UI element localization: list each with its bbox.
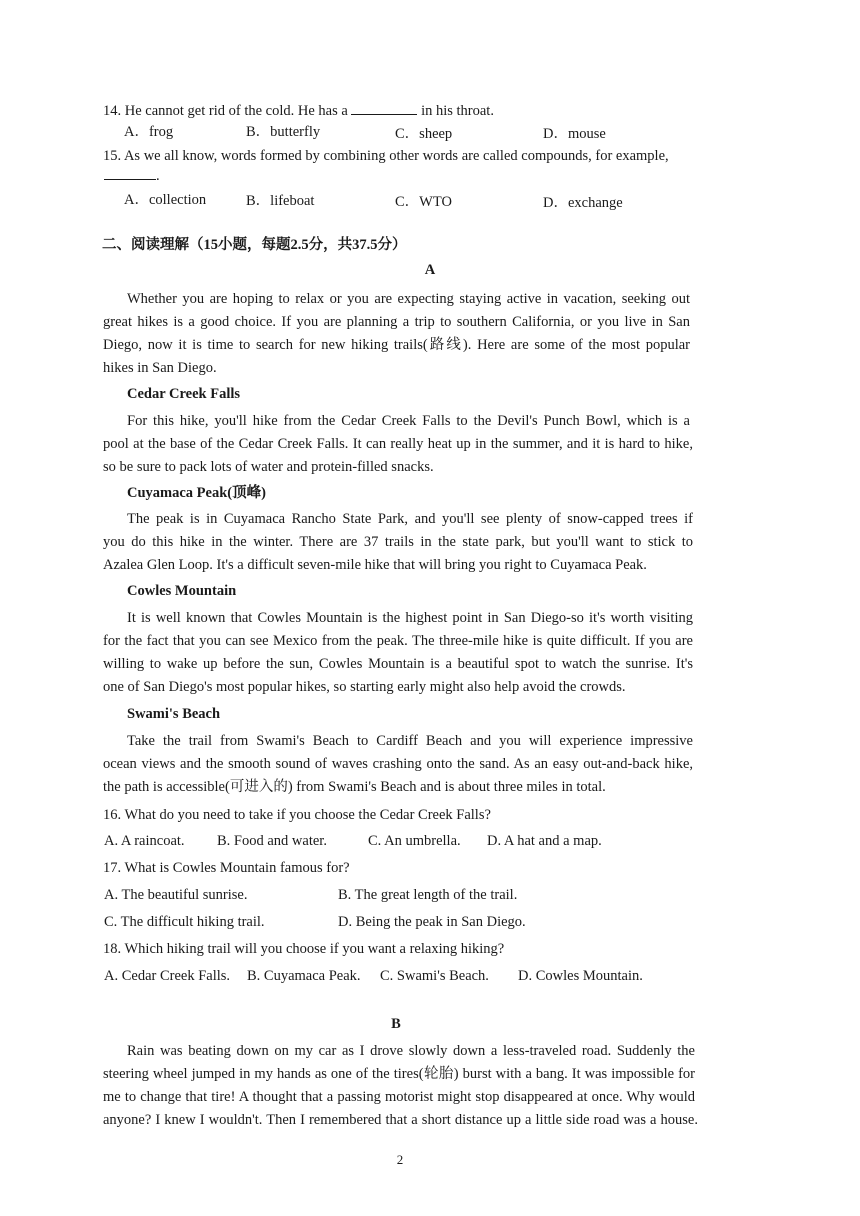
paragraph-line: Azalea Glen Loop. It's a difficult seven-mile hike that will bring you right to Cuyamaca Peak. <box>103 557 647 573</box>
option-d: D. Cowles Mountain. <box>518 968 643 984</box>
subsection-title: Swami's Beach <box>127 706 221 722</box>
option-a: A. The beautiful sunrise. <box>104 887 248 903</box>
paragraph-line: me to change that tire! A thought that a passing motorist might stop disappeared at once. Why would <box>103 1089 695 1105</box>
question-14 <box>103 100 494 121</box>
option-b: B．lifeboat <box>246 193 315 209</box>
question-15-blank-line <box>104 165 160 186</box>
passage-label: B <box>391 1016 401 1032</box>
question-16: 16. What do you need to take if you choose the Cedar Creek Falls? <box>103 807 491 823</box>
subsection-title: Cedar Creek Falls <box>127 386 241 402</box>
option-b: B．butterfly <box>246 124 321 140</box>
option-a: A．collection <box>124 192 207 208</box>
paragraph-line: steering wheel jumped in my hands as one of the tires(轮胎) burst with a bang. It was impossible for <box>103 1066 695 1082</box>
question-stem: He cannot get rid of the cold. He has a <box>124 103 348 119</box>
subsection-title: Cuyamaca Peak(顶峰) <box>127 485 266 501</box>
option-a: A. A raincoat. <box>104 833 185 849</box>
paragraph-line: anyone? I knew I wouldn't. Then I remembered that a short distance up a little side road was a house. <box>103 1112 698 1128</box>
paragraph-line: you do this hike in the winter. There are 37 trails in the state park, but you'll want to stick to <box>103 534 693 550</box>
option-b: B. Food and water. <box>217 833 327 849</box>
question-15 <box>103 146 669 166</box>
question-stem-tail: in his throat. <box>421 103 494 119</box>
passage-label: A <box>424 262 436 278</box>
paragraph-line: Rain was beating down on my car as I drove slowly down a less-traveled road. Suddenly the <box>127 1043 695 1059</box>
option-c: C．WTO <box>395 194 452 210</box>
paragraph-line: Take the trail from Swami's Beach to Cardiff Beach and you will experience impressive <box>127 733 693 749</box>
option-d: D．exchange <box>543 195 623 211</box>
option-b: B. The great length of the trail. <box>338 887 518 903</box>
question-stem-tail: . <box>156 168 160 184</box>
paragraph-line: for the fact that you can see Mexico from the peak. The three-mile hike is quite difficult. If you are <box>103 633 693 649</box>
paragraph-line: hikes in San Diego. <box>103 360 217 376</box>
question-number: 15. <box>103 148 122 164</box>
question-stem: As we all know, words formed by combining other words are called compounds, for example, <box>123 148 669 164</box>
paragraph-line: great hikes is a good choice. If you are planning a trip to southern California, or you live in San <box>103 314 690 330</box>
question-number: 14. <box>103 103 122 119</box>
option-d: D. A hat and a map. <box>487 833 602 849</box>
paragraph-line: It is well known that Cowles Mountain is the highest point in San Diego-so it's worth visiting <box>127 610 693 626</box>
paragraph-line: willing to wake up before the sun, Cowles Mountain is a beautiful spot to watch the sunrise. It's <box>103 656 693 672</box>
paragraph-line: Whether you are hoping to relax or you are expecting staying active in vacation, seeking out <box>127 291 690 307</box>
question-18: 18. Which hiking trail will you choose if you want a relaxing hiking? <box>103 941 505 957</box>
paragraph-line: ocean views and the smooth sound of waves crashing onto the sand. As an easy out-and-back hike, <box>103 756 693 772</box>
option-a: A．frog <box>124 124 174 140</box>
option-d: D. Being the peak in San Diego. <box>338 914 526 930</box>
paragraph-line: the path is accessible(可进入的) from Swami's Beach and is about three miles in total. <box>103 779 606 795</box>
paragraph-line: pool at the base of the Cedar Creek Falls. It can really heat up in the summer, and it is hard to hike, <box>103 436 693 452</box>
paragraph-line: Diego, now it is time to search for new hiking trails(路线). Here are some of the most popular <box>103 337 690 353</box>
answer-blank <box>104 165 156 180</box>
paragraph-line: one of San Diego's most popular hikes, so starting early might also help avoid the crowds. <box>103 679 626 695</box>
option-b: B. Cuyamaca Peak. <box>247 968 361 984</box>
option-d: D．mouse <box>543 126 606 142</box>
subsection-title: Cowles Mountain <box>127 583 237 599</box>
option-a: A. Cedar Creek Falls. <box>104 968 231 984</box>
section-heading: 二、阅读理解（15小题，每题2.5分，共37.5分） <box>102 237 407 253</box>
option-c: C. The difficult hiking trail. <box>104 914 265 930</box>
question-17: 17. What is Cowles Mountain famous for? <box>103 860 350 876</box>
answer-blank <box>351 100 417 115</box>
paragraph-line: For this hike, you'll hike from the Cedar Creek Falls to the Devil's Punch Bowl, which is a <box>127 413 690 429</box>
paragraph-line: The peak is in Cuyamaca Rancho State Park, and you'll see plenty of snow-capped trees if <box>127 511 693 527</box>
page-number: 2 <box>396 1152 404 1167</box>
option-c: C．sheep <box>395 126 453 142</box>
option-c: C. Swami's Beach. <box>380 968 489 984</box>
option-c: C. An umbrella. <box>368 833 461 849</box>
paragraph-line: so be sure to pack lots of water and protein-filled snacks. <box>103 459 434 475</box>
